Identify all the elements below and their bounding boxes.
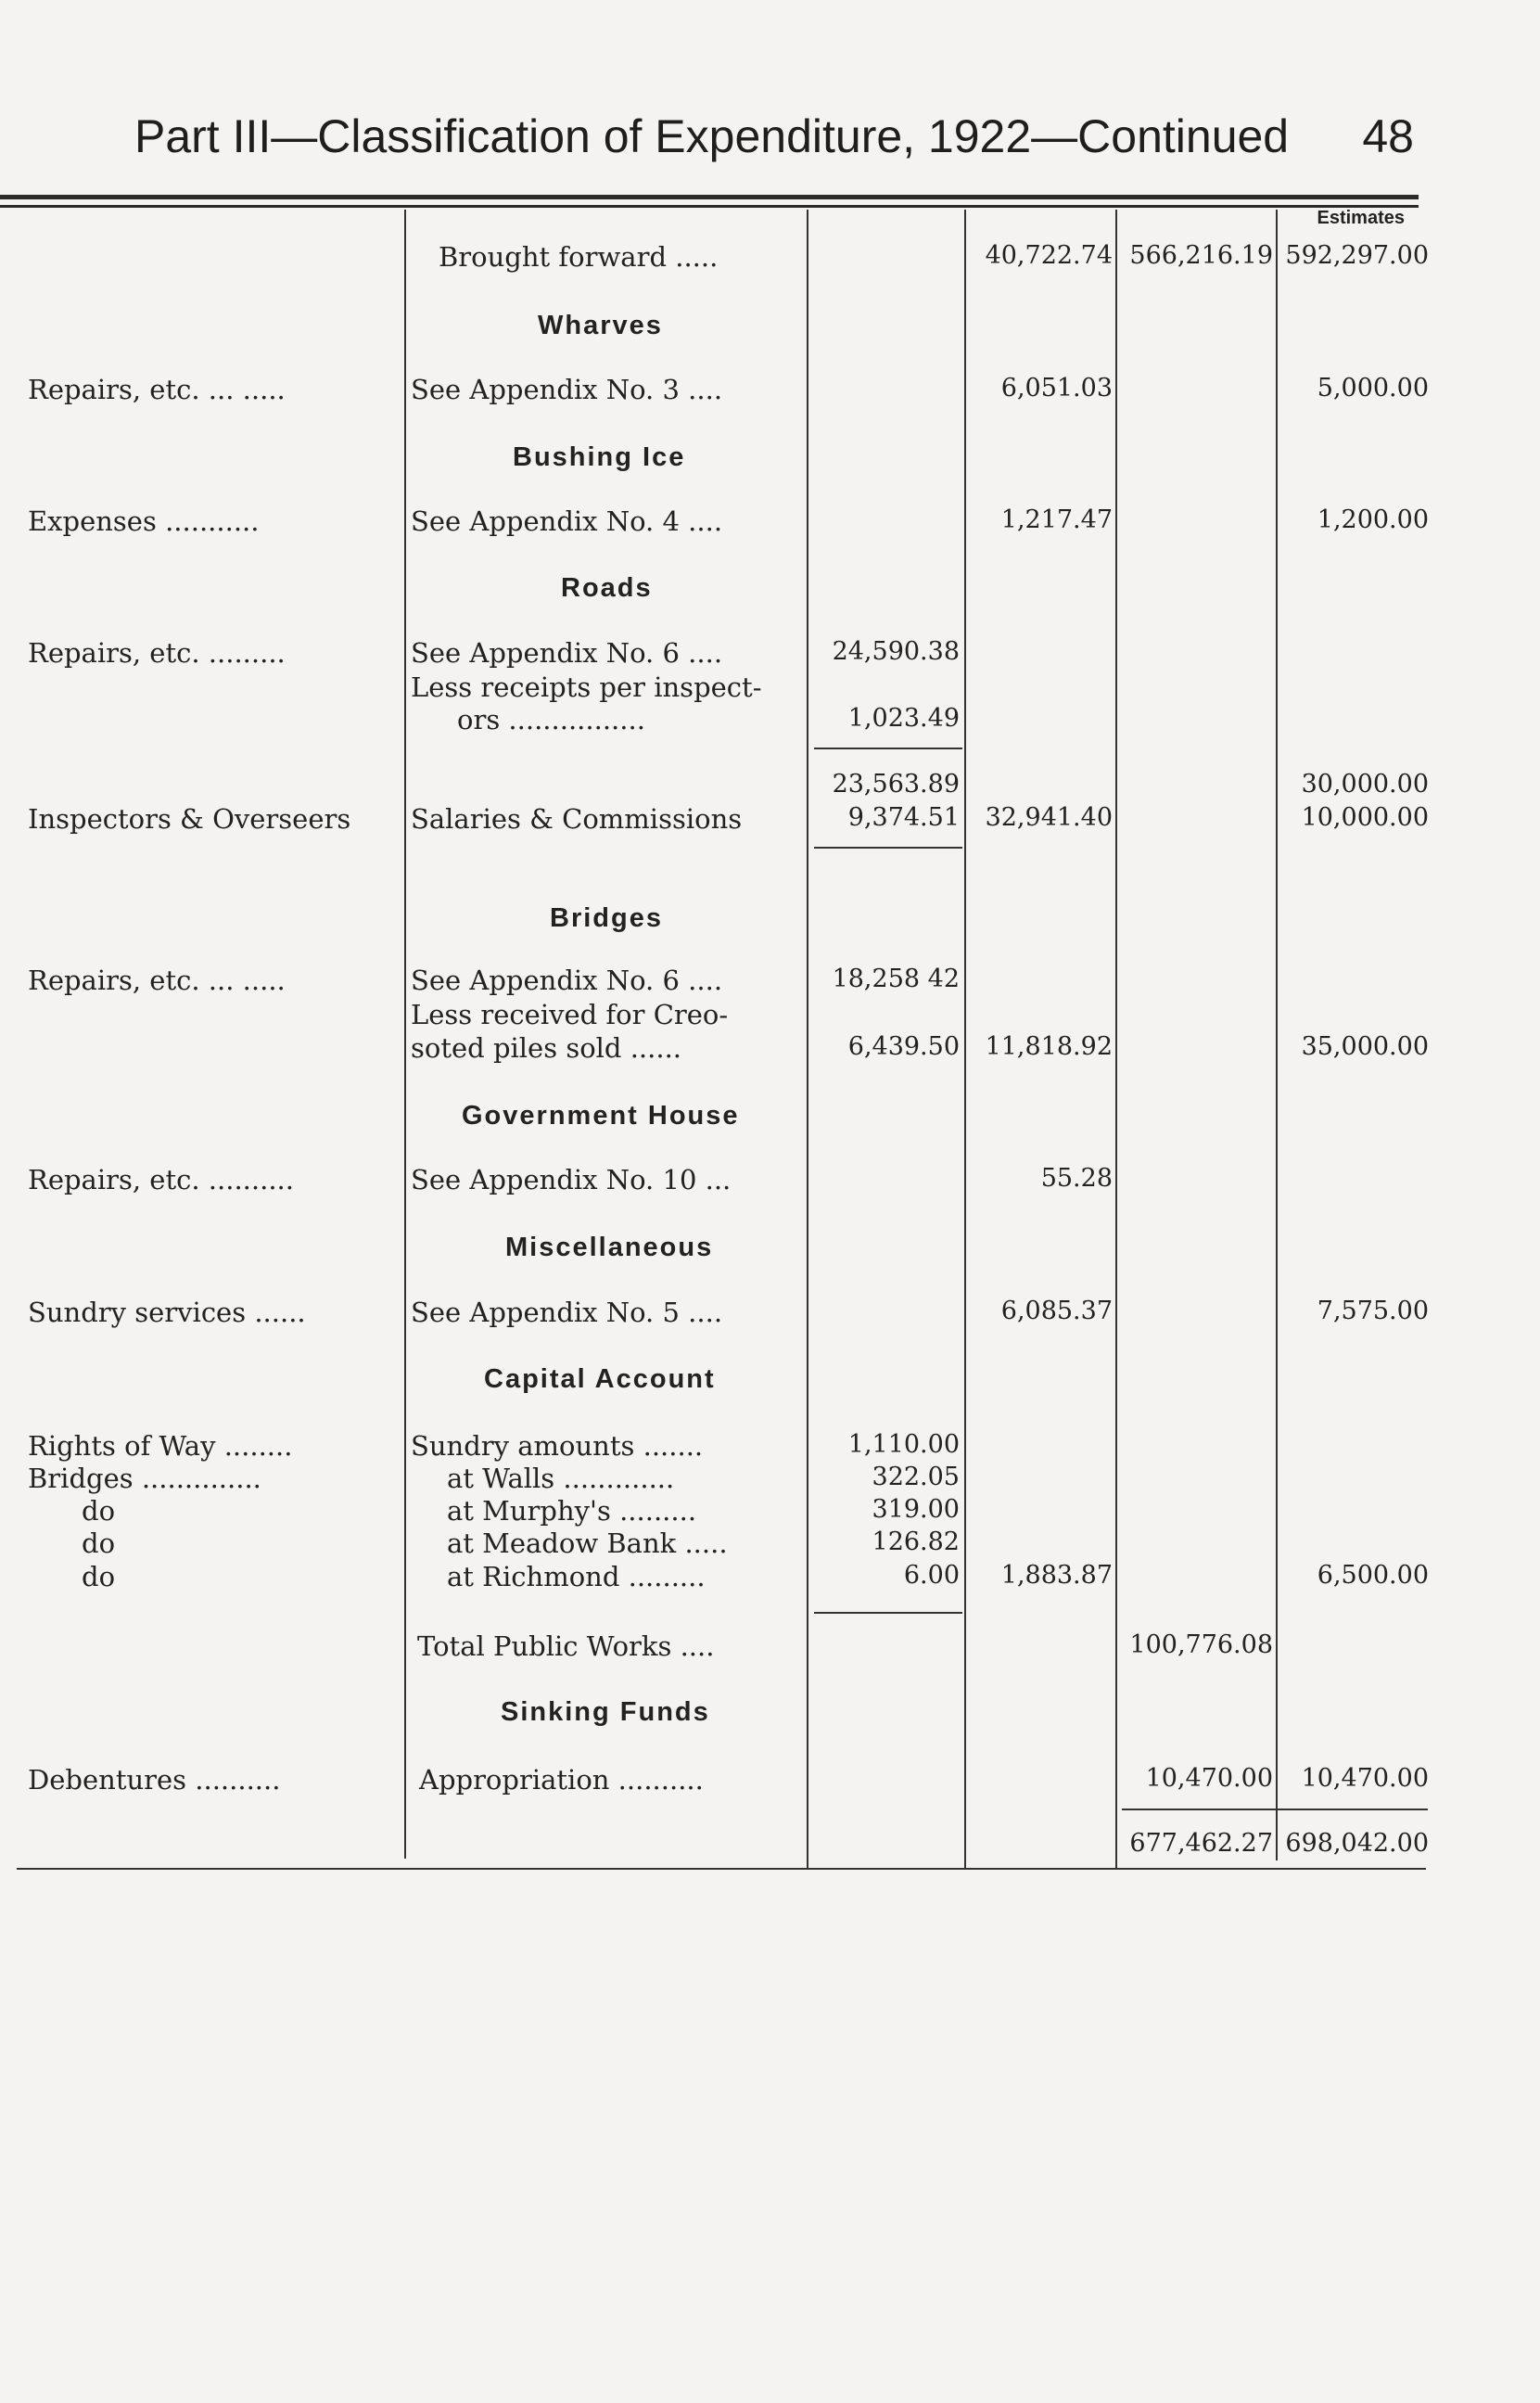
roads-col1: 24,590.38 [832, 637, 960, 666]
inspectors-col2: 32,941.40 [985, 803, 1113, 832]
wharves-col4: 5,000.00 [1317, 374, 1429, 403]
capital-row-col1: 126.82 [872, 1527, 960, 1556]
brought-forward-col4: 592,297.00 [1285, 241, 1429, 270]
page-number: 48 [1362, 110, 1414, 162]
inspectors-col1: 9,374.51 [847, 803, 960, 832]
sinking-funds-col3: 10,470.00 [1145, 1764, 1273, 1793]
bridges-less-col1: 6,439.50 [847, 1032, 960, 1061]
section-heading-roads: Roads [561, 573, 653, 603]
brought-forward-col2: 40,722.74 [985, 241, 1113, 270]
wharves-description: See Appendix No. 3 .... [411, 374, 723, 405]
capital-row-description: at Richmond ......... [447, 1561, 706, 1592]
wharves-col2: 6,051.03 [1000, 374, 1113, 403]
bushing-ice-col4: 1,200.00 [1317, 505, 1429, 534]
government-house-col2: 55.28 [1040, 1164, 1113, 1193]
roads-label: Repairs, etc. ......... [28, 637, 286, 669]
capital-row-col1: 322.05 [872, 1463, 960, 1491]
bridges-less-line2: soted piles sold ...... [411, 1032, 682, 1064]
section-heading-capital-account: Capital Account [484, 1364, 716, 1394]
roads-less-line1: Less receipts per inspect- [411, 671, 762, 703]
capital-row-label: Rights of Way ........ [28, 1430, 293, 1462]
miscellaneous-col2: 6,085.37 [1000, 1297, 1113, 1325]
capital-row-label: do [82, 1495, 116, 1527]
header-rule-bottom [0, 205, 1419, 208]
column-divider-description [404, 210, 406, 1859]
section-heading-miscellaneous: Miscellaneous [505, 1233, 714, 1262]
bushing-ice-label: Expenses ........... [28, 505, 260, 537]
miscellaneous-description: See Appendix No. 5 .... [411, 1297, 723, 1328]
bridges-col2: 11,818.92 [985, 1032, 1113, 1061]
inspectors-col4: 10,000.00 [1301, 803, 1429, 832]
capital-account-col2: 1,883.87 [1000, 1561, 1113, 1590]
page-header [134, 109, 1423, 163]
roads-subtotal-rule [814, 748, 962, 749]
column-divider-col3 [1115, 210, 1117, 1868]
miscellaneous-col4: 7,575.00 [1317, 1297, 1429, 1325]
bridges-col4: 35,000.00 [1301, 1032, 1429, 1061]
roads-less-col1: 1,023.49 [847, 704, 960, 733]
inspectors-rule [814, 847, 962, 849]
capital-row-label: do [82, 1527, 116, 1559]
government-house-description: See Appendix No. 10 ... [411, 1164, 732, 1195]
section-heading-wharves: Wharves [538, 311, 663, 340]
inspectors-description: Salaries & Commissions [411, 803, 743, 835]
sinking-funds-col4: 10,470.00 [1301, 1764, 1429, 1793]
roads-description: See Appendix No. 6 .... [411, 637, 723, 669]
wharves-label: Repairs, etc. ... ..... [28, 374, 286, 405]
total-public-works-description: Total Public Works .... [417, 1630, 715, 1662]
section-heading-bridges: Bridges [550, 903, 663, 933]
bridges-description: See Appendix No. 6 .... [411, 965, 723, 996]
inspectors-label: Inspectors & Overseers [28, 803, 351, 835]
capital-row-description: Sundry amounts ....... [411, 1430, 704, 1462]
section-heading-bushing-ice: Bushing Ice [513, 442, 686, 472]
capital-row-description: at Murphy's ......... [447, 1495, 697, 1527]
grand-total-col3: 677,462.27 [1129, 1829, 1273, 1858]
roads-net-col1: 23,563.89 [832, 770, 960, 799]
header-rule-top [0, 195, 1419, 199]
capital-row-col1: 319.00 [872, 1495, 960, 1524]
bridges-label: Repairs, etc. ... ..... [28, 965, 286, 996]
roads-net-col4: 30,000.00 [1301, 770, 1429, 799]
bushing-ice-description: See Appendix No. 4 .... [411, 505, 723, 537]
roads-less-line2: ors ................ [457, 704, 645, 735]
brought-forward-col3: 566,216.19 [1129, 241, 1273, 270]
brought-forward-description: Brought forward ..... [439, 241, 719, 273]
page-title: Part III—Classification of Expenditure, 1922—Continued [134, 110, 1290, 162]
bridges-col1: 18,258 42 [832, 965, 960, 993]
sinking-funds-label: Debentures .......... [28, 1764, 281, 1796]
estimates-column-header: Estimates [1317, 208, 1405, 228]
capital-account-rule [814, 1612, 962, 1614]
capital-row-col1: 6.00 [903, 1561, 960, 1590]
grand-total-col4: 698,042.00 [1285, 1829, 1429, 1858]
bridges-less-line1: Less received for Creo- [411, 999, 729, 1030]
section-heading-sinking-funds: Sinking Funds [501, 1697, 710, 1727]
capital-row-description: at Meadow Bank ..... [447, 1527, 728, 1559]
capital-row-label: do [82, 1561, 116, 1592]
table-bottom-rule [17, 1868, 1426, 1870]
capital-row-col1: 1,110.00 [847, 1430, 960, 1459]
miscellaneous-label: Sundry services ...... [28, 1297, 306, 1328]
government-house-label: Repairs, etc. .......... [28, 1164, 294, 1195]
section-heading-government-house: Government House [462, 1101, 740, 1131]
sinking-funds-description: Appropriation .......... [419, 1764, 704, 1796]
capital-row-label: Bridges .............. [28, 1463, 261, 1494]
total-public-works-col3: 100,776.08 [1129, 1630, 1273, 1659]
capital-account-col4: 6,500.00 [1317, 1561, 1429, 1590]
capital-row-description: at Walls ............. [447, 1463, 675, 1494]
bushing-ice-col2: 1,217.47 [1000, 505, 1113, 534]
grand-total-rule [1122, 1809, 1428, 1810]
